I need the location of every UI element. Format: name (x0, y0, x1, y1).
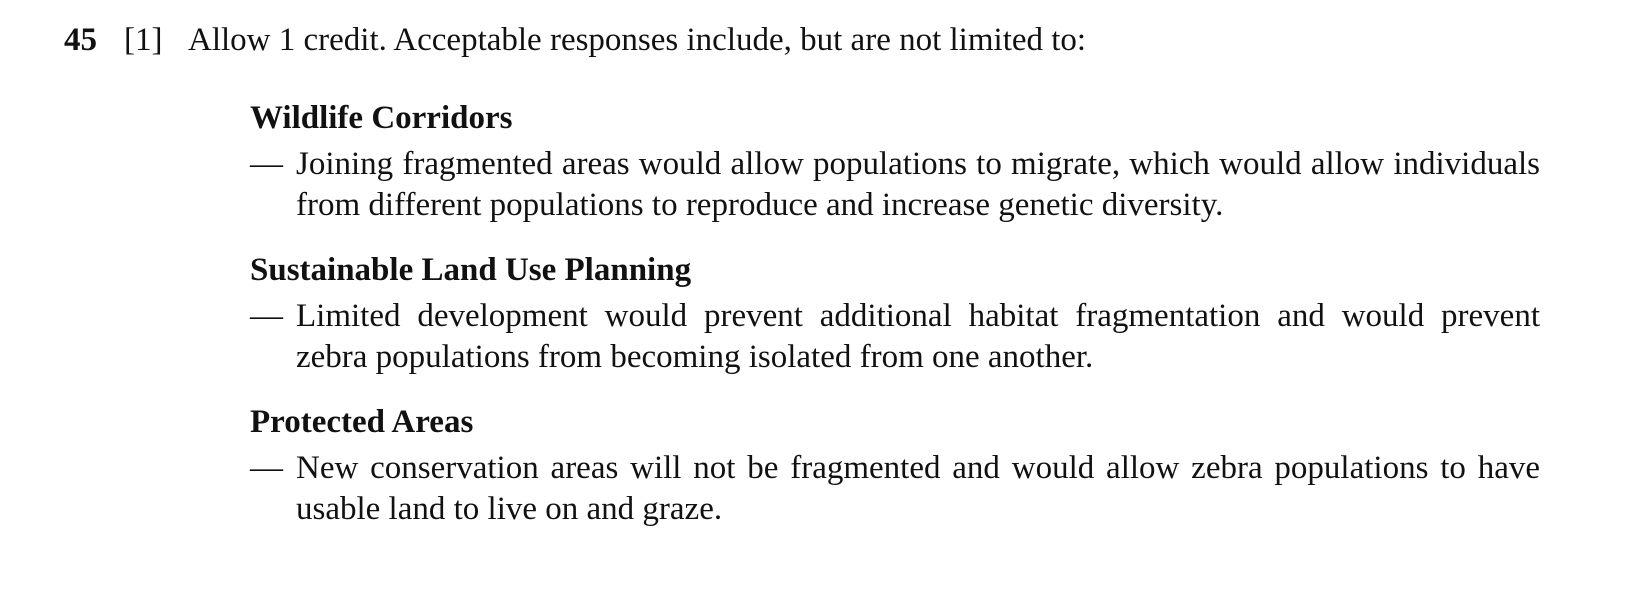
response-item (250, 448, 1540, 530)
response-section-sustainable-land-use (250, 248, 1540, 378)
dash-marker: — (250, 146, 283, 182)
response-section-wildlife-corridors (250, 96, 1540, 226)
response-item (250, 296, 1540, 378)
response-section-protected-areas (250, 400, 1540, 530)
section-heading: Wildlife Corridors (250, 100, 513, 136)
section-heading: Sustainable Land Use Planning (250, 252, 692, 288)
section-heading: Protected Areas (250, 404, 474, 440)
response-text: Joining fragmented areas would allow populations to migrate, which would allow individuals from different populations to reproduce and increase genetic diversity. (296, 146, 1540, 223)
response-text: Limited development would prevent additional habitat fragmentation and would prevent zebra populations from becoming isolated from one another. (296, 298, 1540, 375)
question-number: 45 (64, 22, 97, 58)
question-instruction: Allow 1 credit. Acceptable responses include, but are not limited to: (188, 22, 1087, 58)
response-item (250, 144, 1540, 226)
dash-marker: — (250, 450, 283, 486)
response-text: New conservation areas will not be fragmented and would allow zebra populations to have usable land to live on and graze. (296, 450, 1540, 527)
credit-value: [1] (124, 22, 163, 58)
acceptable-responses (250, 96, 1540, 552)
dash-marker: — (250, 298, 283, 334)
question-line (64, 18, 1086, 62)
